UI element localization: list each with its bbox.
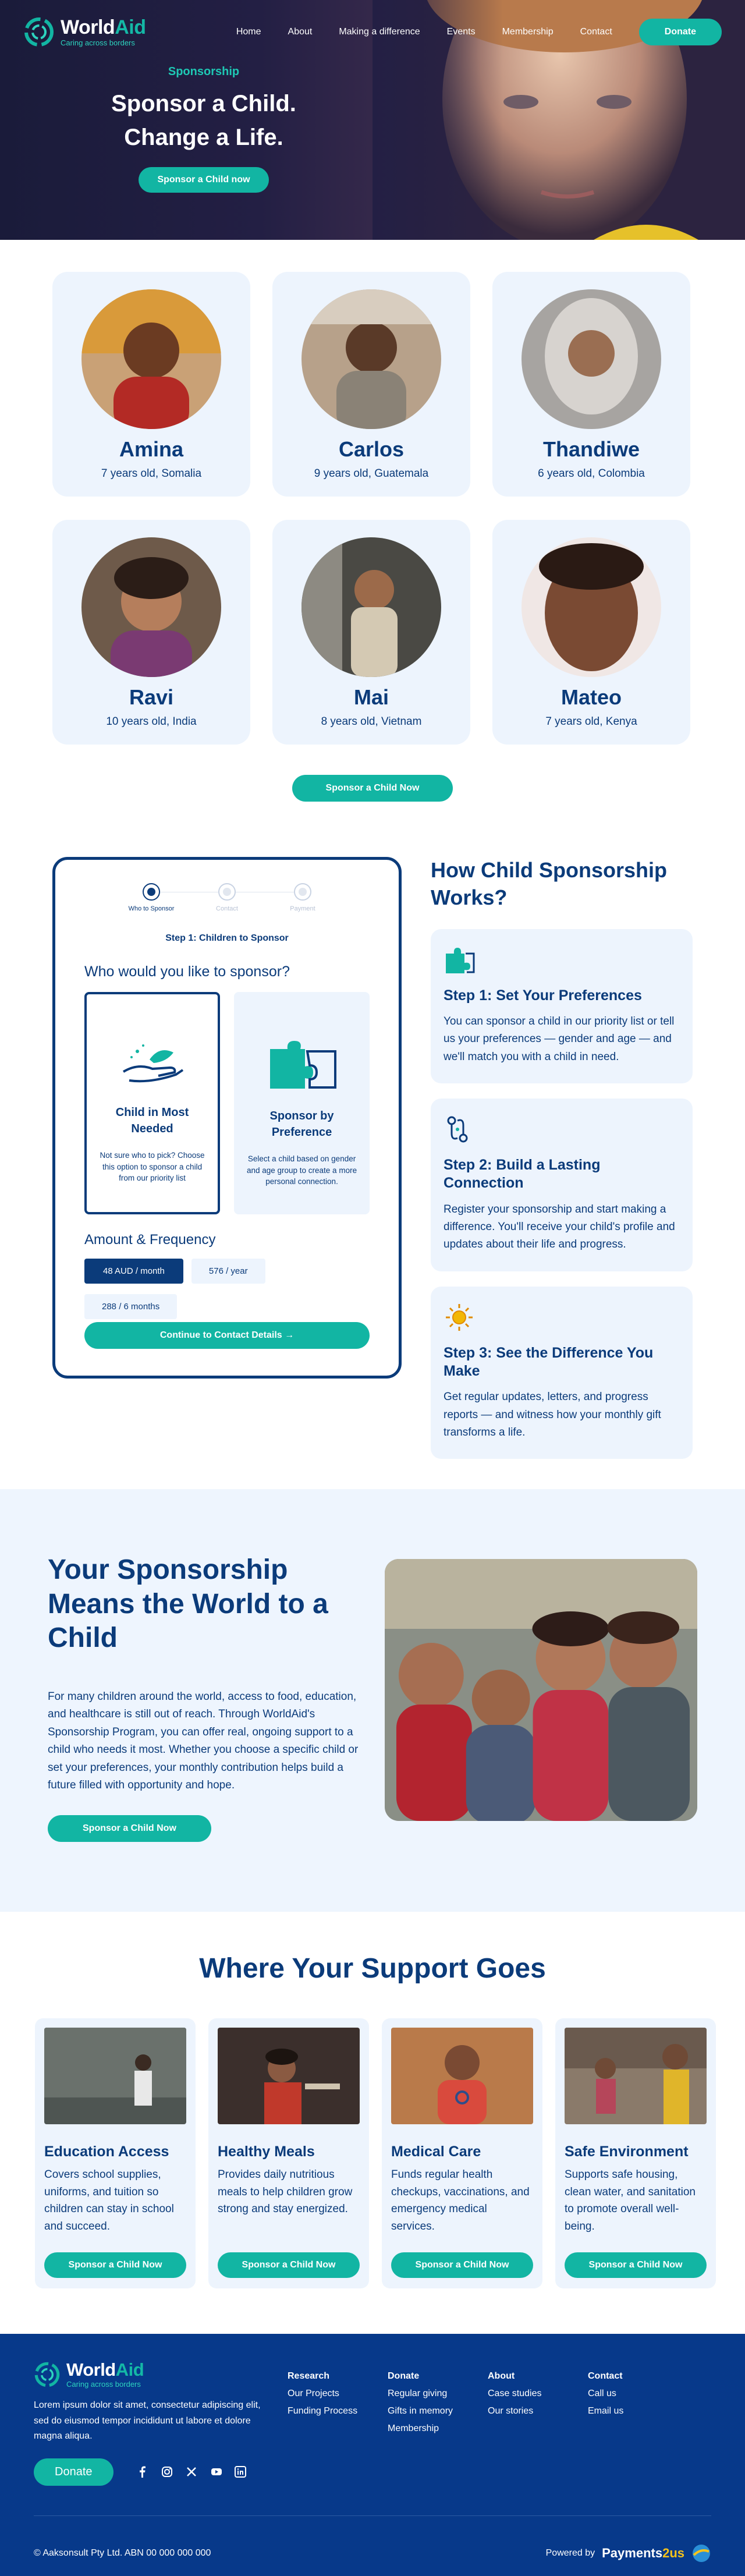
support-sponsor-button[interactable]: Sponsor a Child Now: [391, 2252, 533, 2278]
footer-bottom: [34, 2543, 711, 2563]
child-name: Thandiwe: [542, 437, 640, 461]
payments2us-logo: Payments2us: [602, 2546, 684, 2561]
meals-photo: [218, 2028, 360, 2124]
stepper-step-contact[interactable]: Contact: [189, 883, 265, 912]
logo-name: WorldAid: [66, 2359, 144, 2380]
main-menu: [210, 19, 722, 45]
nav-contact[interactable]: Contact: [580, 27, 612, 37]
child-meta: 10 years old, India: [106, 715, 197, 728]
support-sponsor-button[interactable]: Sponsor a Child Now: [44, 2252, 186, 2278]
child-card[interactable]: [52, 272, 250, 497]
how-step-desc: Get regular updates, letters, and progress reports — and witness how your monthly gift transforms a life.: [444, 1391, 661, 1438]
footer-columns: [288, 2371, 688, 2434]
medical-photo: [391, 2028, 533, 2124]
footer-link[interactable]: Membership: [388, 2423, 439, 2434]
how-it-works: [431, 857, 693, 1459]
footer-donate-button[interactable]: Donate: [34, 2458, 113, 2486]
footer-col-contact: [588, 2371, 688, 2434]
form-question: Who would you like to sponsor?: [84, 963, 290, 980]
option-desc: Not sure who to pick? Choose this option to sponsor a child from our priority list: [100, 1151, 205, 1183]
powered-by-label: Powered by: [545, 2548, 595, 2559]
option-most-needed[interactable]: [84, 992, 220, 1214]
support-card-desc: Provides daily nutritious meals to help children grow strong and stay energized.: [218, 2168, 353, 2216]
child-photo: [522, 537, 661, 677]
education-photo: [44, 2028, 186, 2124]
linkedin-icon[interactable]: [235, 2466, 246, 2478]
x-twitter-icon[interactable]: [186, 2466, 197, 2478]
child-meta: 7 years old, Kenya: [545, 715, 637, 728]
child-meta: 8 years old, Vietnam: [321, 715, 422, 728]
logo-globe-icon: [34, 2361, 61, 2388]
child-name: Ravi: [129, 685, 174, 709]
footer-link[interactable]: Funding Process: [288, 2406, 358, 2416]
nav-about[interactable]: About: [288, 27, 313, 37]
how-step-desc: Register your sponsorship and start making a difference. You'll receive your child's profile and updates about their life and progress.: [444, 1203, 675, 1251]
support-card: [208, 2018, 369, 2288]
option-title: Sponsor by Preference: [269, 1110, 334, 1139]
child-meta: 6 years old, Colombia: [538, 467, 645, 480]
how-step-title: Step 3: See the Difference You Make: [444, 1344, 654, 1379]
child-name: Mateo: [560, 685, 622, 709]
child-photo: [301, 537, 441, 677]
means-body: For many children around the world, access to food, education, and healthcare is still out of reach. Through WorldAid's Sponsorship Program, you can offer real, ongoing support to a child who needs it most. Whether you choose a specific child or set your preferences, your monthly contribution helps build a future filled with opportunity and hope.: [48, 1691, 359, 1791]
sponsorship-section: [0, 802, 745, 1459]
social-links: [137, 2466, 246, 2478]
option-desc: Select a child based on gender and age group to create a more personal connection.: [246, 1154, 357, 1186]
hero-sponsor-button[interactable]: Sponsor a Child now: [139, 167, 268, 193]
hero-eyebrow: Sponsorship: [168, 65, 240, 78]
copyright: © Aaksonsult Pty Ltd. ABN 00 000 000 000: [34, 2548, 211, 2559]
footer: [0, 2334, 745, 2576]
child-name: Carlos: [338, 437, 405, 461]
footer-link[interactable]: Email us: [588, 2406, 624, 2416]
logo-tagline: Caring across borders: [61, 38, 135, 47]
youtube-icon[interactable]: [210, 2466, 222, 2478]
child-meta: 9 years old, Guatemala: [314, 467, 429, 480]
support-card-title: Education Access: [44, 2143, 169, 2160]
logo-tagline: Caring across borders: [66, 2380, 141, 2389]
footer-col-heading: About: [488, 2371, 515, 2382]
top-nav: [0, 0, 745, 64]
logo[interactable]: [23, 16, 146, 48]
logo-globe-icon: [23, 16, 55, 48]
child-card[interactable]: [52, 520, 250, 745]
support-sponsor-button[interactable]: Sponsor a Child Now: [218, 2252, 360, 2278]
hero-text: [0, 65, 407, 193]
means-title: Your Sponsorship Means the World to a Child: [48, 1554, 328, 1654]
child-name: Mai: [353, 685, 389, 709]
support-card-title: Safe Environment: [565, 2143, 689, 2160]
amount-six-months[interactable]: 288 / 6 months: [84, 1294, 177, 1319]
footer-divider: [34, 2515, 711, 2516]
sponsor-form: [52, 857, 402, 1379]
form-step-title: Step 1: Children to Sponsor: [165, 933, 289, 943]
footer-link[interactable]: Regular giving: [388, 2389, 448, 2399]
support-card-desc: Funds regular health checkups, vaccinations, and emergency medical services.: [391, 2168, 530, 2233]
footer-col-research: [288, 2371, 388, 2434]
footer-about: Lorem ipsum dolor sit amet, consectetur adipiscing elit, sed do eiusmod tempor incididunt ut labore et dolore magna aliqua.: [34, 2400, 261, 2442]
how-step-title: Step 2: Build a Lasting Connection: [444, 1157, 601, 1192]
footer-col-about: [488, 2371, 588, 2434]
support-grid: [35, 2018, 710, 2288]
puzzle-icon: [264, 1037, 340, 1090]
footer-link[interactable]: Gifts in memory: [388, 2406, 453, 2416]
hero-section: [0, 0, 745, 240]
footer-col-heading: Research: [288, 2371, 330, 2382]
support-card: [382, 2018, 542, 2288]
nav-events[interactable]: Events: [446, 27, 476, 37]
support-card-desc: Covers school supplies, uniforms, and tuition so children can stay in school and succeed.: [44, 2168, 174, 2233]
facebook-icon[interactable]: [137, 2466, 148, 2478]
instagram-icon[interactable]: [161, 2466, 173, 2478]
puzzle-icon: [444, 945, 475, 975]
child-photo: [301, 289, 441, 429]
support-card-title: Healthy Meals: [218, 2143, 315, 2160]
footer-link[interactable]: Our stories: [488, 2406, 534, 2416]
nav-membership[interactable]: Membership: [502, 27, 554, 37]
child-photo: [81, 289, 221, 429]
footer-link[interactable]: Our Projects: [288, 2389, 339, 2399]
amount-options: [84, 1259, 340, 1319]
payments-globe-icon: [691, 2543, 711, 2563]
support-card-desc: Supports safe housing, clean water, and sanitation to promote overall well-being.: [565, 2168, 696, 2233]
footer-link[interactable]: Call us: [588, 2389, 616, 2399]
support-card-title: Medical Care: [391, 2143, 481, 2160]
environment-photo: [565, 2028, 707, 2124]
nav-making-a-difference[interactable]: Making a difference: [339, 27, 420, 37]
child-card[interactable]: [272, 272, 470, 497]
support-card: [35, 2018, 196, 2288]
child-meta: 7 years old, Somalia: [101, 467, 202, 480]
footer-link[interactable]: Case studies: [488, 2389, 542, 2399]
amount-yearly[interactable]: 576 / year: [191, 1259, 265, 1284]
means-section: [0, 1489, 745, 1912]
children-group-photo: [385, 1559, 697, 1821]
how-step-card: [431, 1099, 693, 1271]
means-sponsor-button[interactable]: Sponsor a Child Now: [48, 1815, 211, 1842]
sponsor-options: [84, 992, 370, 1214]
helping-hand-icon: [118, 1040, 187, 1086]
amount-label: Amount & Frequency: [84, 1232, 216, 1248]
sun-icon: [444, 1303, 475, 1332]
option-title: Child in Most Needed: [115, 1106, 189, 1135]
footer-col-heading: Contact: [588, 2371, 623, 2382]
support-title: Where Your Support Goes: [199, 1953, 546, 1985]
continue-button[interactable]: Continue to Contact Details →: [84, 1322, 370, 1349]
stepper-step-who[interactable]: Who to Sponsor: [113, 883, 189, 912]
footer-col-donate: [388, 2371, 488, 2434]
support-card: [555, 2018, 716, 2288]
child-name: Amina: [119, 437, 184, 461]
support-sponsor-button[interactable]: Sponsor a Child Now: [565, 2252, 707, 2278]
option-by-preference[interactable]: [234, 992, 370, 1214]
form-stepper: [84, 883, 370, 912]
child-photo: [81, 537, 221, 677]
amount-monthly[interactable]: 48 AUD / month: [84, 1259, 183, 1284]
connection-icon: [444, 1115, 475, 1144]
nav-home[interactable]: Home: [236, 27, 261, 37]
support-section: [0, 1912, 745, 2334]
donate-button[interactable]: Donate: [639, 19, 722, 45]
how-title: How Child Sponsorship Works?: [431, 858, 667, 909]
children-sponsor-button[interactable]: Sponsor a Child Now: [292, 775, 453, 802]
child-card[interactable]: [272, 520, 470, 745]
footer-col-heading: Donate: [388, 2371, 420, 2382]
hero-title: Sponsor a Child. Change a Life.: [111, 91, 296, 150]
child-card[interactable]: [492, 520, 690, 745]
logo-name: WorldAid: [61, 16, 146, 38]
child-card[interactable]: [492, 272, 690, 497]
child-photo: [522, 289, 661, 429]
how-step-desc: You can sponsor a child in our priority list or tell us your preferences — gender and age — and we'll match you with a child in need.: [444, 1015, 675, 1063]
children-grid: [0, 240, 745, 745]
how-step-card: [431, 929, 693, 1083]
stepper-step-payment[interactable]: Payment: [265, 883, 340, 912]
how-step-card: [431, 1287, 693, 1459]
how-step-title: Step 1: Set Your Preferences: [444, 987, 642, 1004]
powered-by[interactable]: [546, 2543, 711, 2563]
